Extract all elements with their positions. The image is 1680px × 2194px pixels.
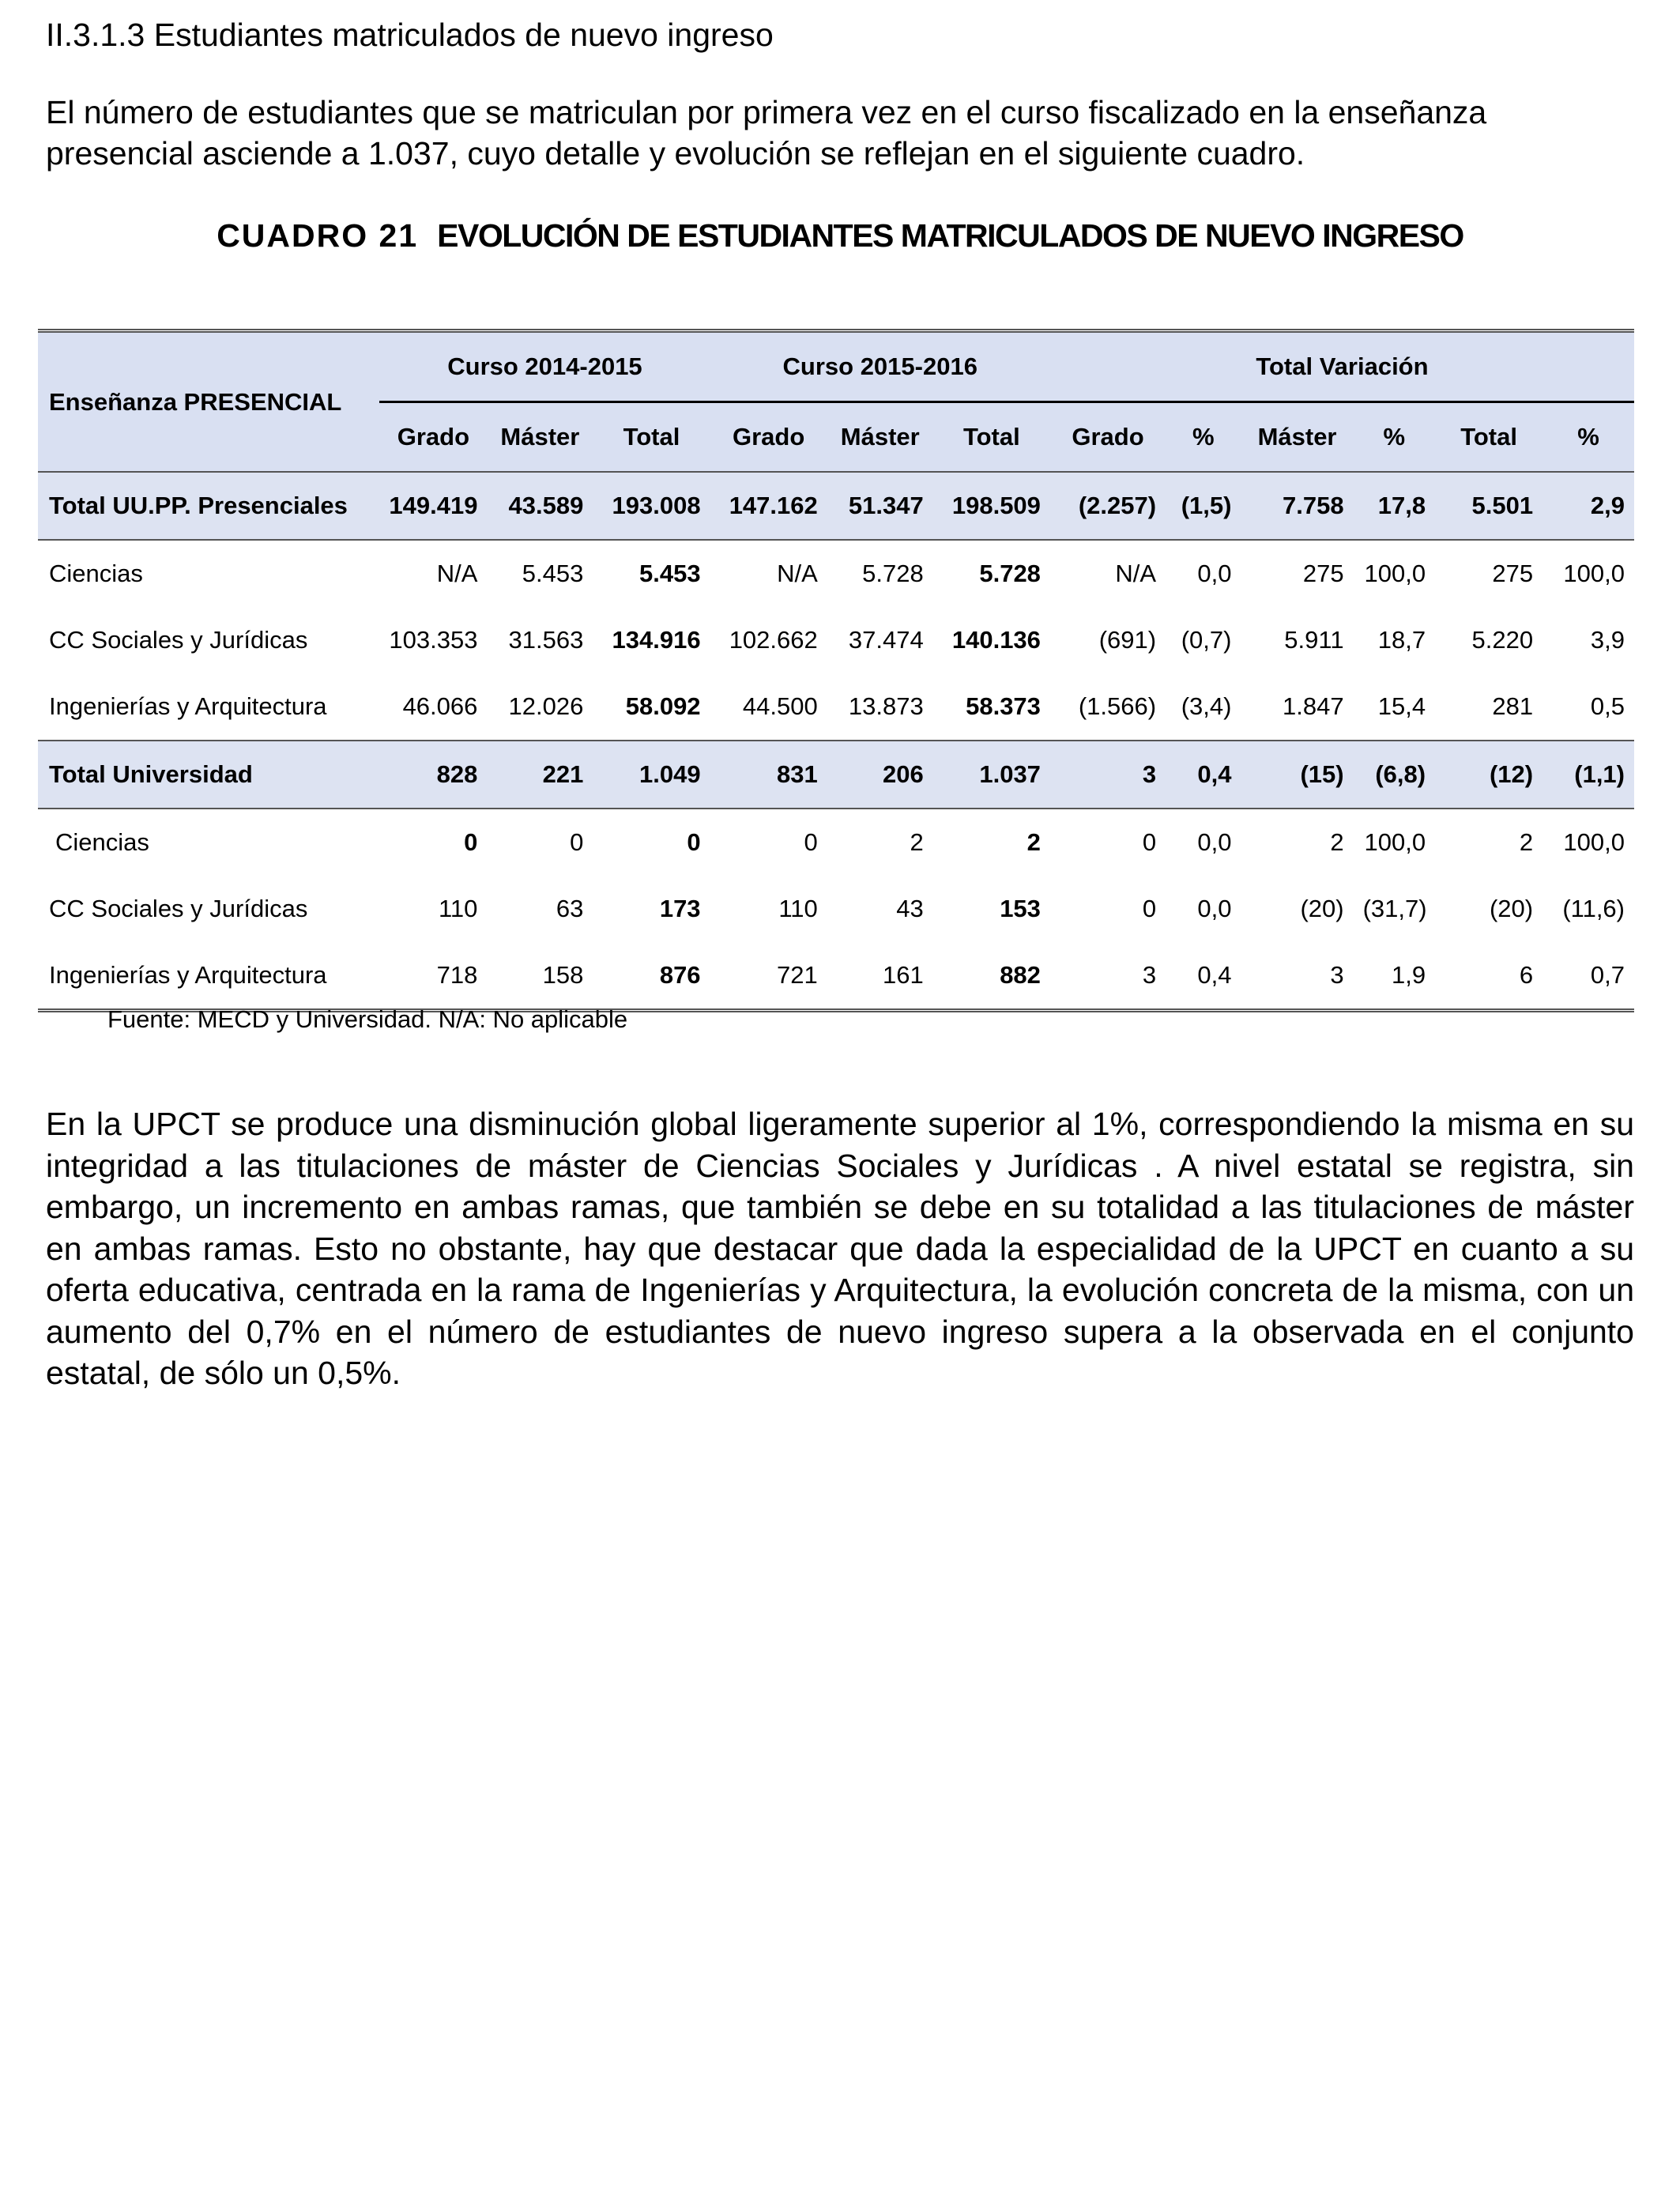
- table-cell: 0,7: [1543, 942, 1634, 1011]
- table-cell: 12.026: [508, 692, 584, 720]
- table-cell: 18,7: [1377, 626, 1426, 654]
- table-cell: 2,9: [1543, 472, 1634, 540]
- table-cell: 721: [710, 942, 827, 1011]
- table-cell: 718: [379, 942, 487, 1011]
- table-cell: 193.008: [593, 472, 710, 540]
- table-cell: 828: [379, 741, 487, 809]
- column-header: Total: [1435, 402, 1543, 473]
- table-cell: 831: [710, 741, 827, 809]
- table-cell: 275: [1302, 560, 1344, 587]
- table-cell: 0,0: [1197, 895, 1232, 922]
- row-label: Total UU.PP. Presenciales: [38, 472, 379, 540]
- table-cell: 173: [659, 895, 701, 922]
- table-cell: 1.049: [593, 741, 710, 809]
- table-cell: 100,0: [1563, 828, 1625, 856]
- table-cell: 198.509: [933, 472, 1050, 540]
- table-cell: 5.911: [1284, 626, 1344, 654]
- table-cell: 153: [1000, 895, 1041, 922]
- table-cell: 3: [1050, 942, 1166, 1011]
- table-cell: 5.453: [638, 560, 701, 587]
- table-cell: 0: [570, 828, 584, 856]
- table-cell: 147.162: [710, 472, 827, 540]
- table-cell: 876: [593, 942, 710, 1011]
- section-heading: II.3.1.3 Estudiantes matriculados de nuevo ingreso: [46, 17, 774, 53]
- table-cell: (31,7): [1362, 895, 1427, 922]
- table-cell: 58.373: [966, 692, 1041, 720]
- group-header: Curso 2014-2015: [379, 331, 710, 402]
- intro-paragraph: El número de estudiantes que se matriculan por primera vez en el curso fiscalizado en la enseñanza presencial asciende a 1.037, cuyo detalle y evolución se reflejan en el siguiente cuadro.: [46, 94, 1487, 172]
- table-row: [38, 942, 1634, 1011]
- table-cell: 5.728: [862, 560, 924, 587]
- table-cell: 37.474: [848, 626, 924, 654]
- row-label: Ingenierías y Arquitectura: [49, 692, 327, 720]
- row-header: Enseñanza PRESENCIAL: [38, 331, 379, 473]
- table-cell: 0: [687, 828, 701, 856]
- enrollment-table: [38, 329, 1634, 1012]
- column-header: Máster: [487, 402, 593, 473]
- table-cell: 63: [556, 895, 584, 922]
- table-cell: 100,0: [1563, 560, 1625, 587]
- table-cell: 1.847: [1283, 692, 1344, 720]
- table-row: [38, 472, 1634, 540]
- table-cell: 110: [778, 895, 818, 922]
- table-cell: 31.563: [508, 626, 584, 654]
- table-cell: 13.873: [848, 692, 924, 720]
- table-cell: N/A: [436, 560, 478, 587]
- table-cell: 3,9: [1590, 626, 1625, 654]
- group-header: Curso 2015-2016: [710, 331, 1050, 402]
- table-cell: (0,7): [1181, 626, 1232, 654]
- table-cell: 161: [827, 942, 933, 1011]
- column-header: %: [1543, 402, 1634, 473]
- table-cell: 43.589: [487, 472, 593, 540]
- table-cell: (12): [1435, 741, 1543, 809]
- table-cell: 0: [1142, 828, 1157, 856]
- table-cell: 44.500: [742, 692, 818, 720]
- row-label: CC Sociales y Jurídicas: [49, 626, 308, 654]
- table-cell: 134.916: [612, 626, 701, 654]
- table-cell: 58.092: [625, 692, 701, 720]
- column-header: Máster: [827, 402, 933, 473]
- table-name: EVOLUCIÓN DE ESTUDIANTES MATRICULADOS DE NUEVO INGRESO: [437, 217, 1463, 254]
- table-cell: 5.220: [1471, 626, 1534, 654]
- column-header: Máster: [1241, 402, 1353, 473]
- table-cell: (691): [1098, 626, 1157, 654]
- table-cell: (20): [1489, 895, 1534, 922]
- table-row: [38, 540, 1634, 607]
- table-number: CUADRO 21: [217, 217, 419, 254]
- table-cell: 100,0: [1364, 828, 1426, 856]
- table-row: [38, 809, 1634, 876]
- table-cell: 7.758: [1241, 472, 1353, 540]
- table-cell: 5.501: [1435, 472, 1543, 540]
- table-cell: 51.347: [827, 472, 933, 540]
- table-cell: 0: [464, 828, 478, 856]
- table-cell: 3: [1050, 741, 1166, 809]
- column-header: Grado: [710, 402, 827, 473]
- table-row: [38, 607, 1634, 673]
- table-cell: 0,0: [1197, 828, 1232, 856]
- table-cell: 5.453: [522, 560, 584, 587]
- row-label: Ciencias: [49, 560, 143, 587]
- table-cell: 0,5: [1590, 692, 1625, 720]
- table-cell: (20): [1300, 895, 1344, 922]
- row-label: Ingenierías y Arquitectura: [38, 942, 379, 1011]
- table-row: [38, 741, 1634, 809]
- table-cell: 0,4: [1166, 741, 1241, 809]
- table-cell: 17,8: [1354, 472, 1436, 540]
- table-cell: 206: [827, 741, 933, 809]
- table-cell: 221: [487, 741, 593, 809]
- row-label: CC Sociales y Jurídicas: [49, 895, 308, 922]
- table-cell: 6: [1435, 942, 1543, 1011]
- table-cell: 149.419: [379, 472, 487, 540]
- table-cell: 15,4: [1377, 692, 1426, 720]
- table-cell: 2: [1026, 828, 1041, 856]
- table-cell: 103.353: [389, 626, 478, 654]
- column-header: %: [1354, 402, 1436, 473]
- table-cell: 0: [804, 828, 818, 856]
- table-cell: 3: [1241, 942, 1353, 1011]
- group-header: Total Variación: [1050, 331, 1634, 402]
- data-table-container: [38, 329, 1634, 1012]
- column-header: Total: [593, 402, 710, 473]
- table-cell: 2: [910, 828, 924, 856]
- table-cell: 281: [1492, 692, 1534, 720]
- table-cell: 43: [896, 895, 924, 922]
- table-title: [46, 215, 1634, 256]
- table-body: [38, 472, 1634, 1011]
- table-cell: (1,1): [1543, 741, 1634, 809]
- table-header-groups: [38, 331, 1634, 402]
- table-cell: 1.037: [933, 741, 1050, 809]
- table-cell: (11,6): [1562, 895, 1625, 922]
- closing-paragraph: En la UPCT se produce una disminución global ligeramente superior al 1%, correspondiendo la misma en su integridad a las titulaciones de máster de Ciencias Sociales y Jurídicas . A nivel estatal se registra, sin embargo, un incremento en ambas ramas, que también se debe en su totalidad a las titulaciones de máster en ambas ramas. Esto no obstante, hay que destacar que dada la especialidad de la UPCT en cuanto a su oferta educativa, centrada en la rama de Ingenierías y Arquitectura, la evolución concreta de la misma, con un aumento del 0,7% en el número de estudiantes de nuevo ingreso supera a la observada en el conjunto estatal, de sólo un 0,5%.: [46, 1106, 1634, 1391]
- table-cell: N/A: [777, 560, 818, 587]
- table-cell: 882: [933, 942, 1050, 1011]
- table-cell: 46.066: [402, 692, 478, 720]
- column-header: %: [1166, 402, 1241, 473]
- table-row: [38, 673, 1634, 741]
- table-cell: (2.257): [1050, 472, 1166, 540]
- table-cell: 110: [438, 895, 478, 922]
- table-cell: 0: [1142, 895, 1157, 922]
- table-cell: 0,4: [1166, 942, 1241, 1011]
- table-cell: (1,5): [1166, 472, 1241, 540]
- table-cell: (1.566): [1078, 692, 1157, 720]
- column-header: Total: [933, 402, 1050, 473]
- table-cell: 275: [1492, 560, 1534, 587]
- column-header: Grado: [379, 402, 487, 473]
- table-cell: N/A: [1115, 560, 1157, 587]
- table-cell: 5.728: [979, 560, 1041, 587]
- table-cell: 2: [1519, 828, 1534, 856]
- table-cell: 102.662: [729, 626, 818, 654]
- column-header: Grado: [1050, 402, 1166, 473]
- table-cell: 1,9: [1354, 942, 1436, 1011]
- table-cell: 100,0: [1364, 560, 1426, 587]
- table-row: [38, 876, 1634, 942]
- table-cell: (15): [1241, 741, 1353, 809]
- table-cell: 140.136: [951, 626, 1041, 654]
- table-cell: 0,0: [1197, 560, 1232, 587]
- table-cell: 2: [1330, 828, 1344, 856]
- row-label: Total Universidad: [38, 741, 379, 809]
- table-cell: (3,4): [1181, 692, 1232, 720]
- source-note: Fuente: MECD y Universidad. N/A: No aplicable: [107, 1005, 628, 1033]
- row-label: Ciencias: [55, 828, 149, 856]
- table-cell: 158: [487, 942, 593, 1011]
- table-cell: (6,8): [1354, 741, 1436, 809]
